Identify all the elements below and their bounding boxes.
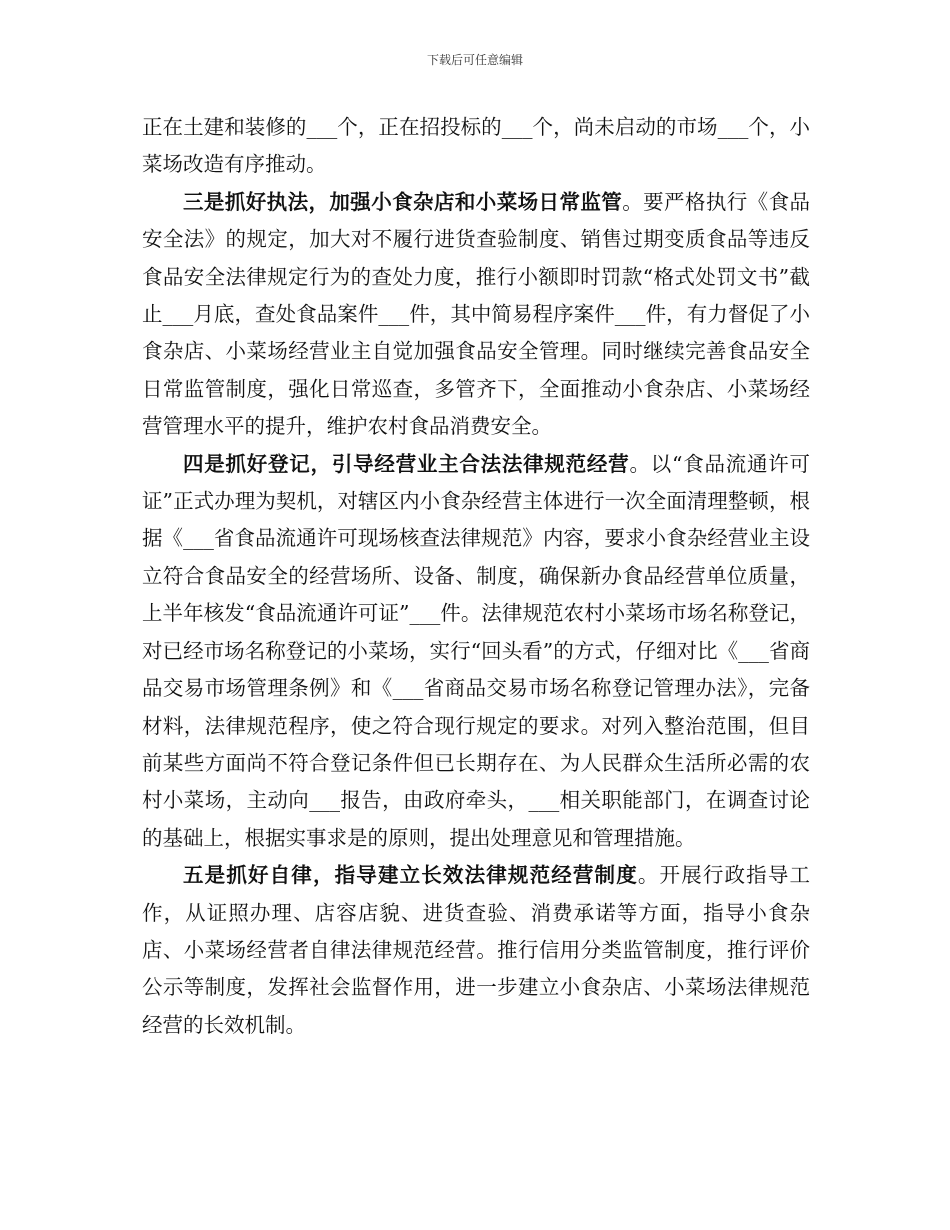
paragraph-2-text: 。要严格执行《食品安全法》的规定，加大对不履行进货查验制度、销售过期变质食品等违反食品安全法律规定行为的查处力度，推行小额即时罚款“格式处罚文书”截止___月底，查处食品案件___件，其中简易程序案件___件，有力督促了小食杂店、小菜场经营业主自觉加强食品安全管理。同时继续完善食品安全日常监管制度，强化日常巡查，多管齐下，全面推动小食杂店、小菜场经营管理水平的提升，维护农村食品消费安全。 bbox=[142, 189, 811, 439]
paragraph-3 bbox=[142, 446, 810, 857]
paragraph-2-heading: 三是抓好执法，加强小食杂店和小菜场日常监管 bbox=[183, 189, 623, 214]
paragraph-3-heading: 四是抓好登记，引导经营业主合法法律规范经营 bbox=[183, 451, 630, 476]
paragraph-1 bbox=[142, 109, 810, 184]
paragraph-4-text: 。开展行政指导工作，从证照办理、店容店貌、进货查验、消费承诺等方面，指导小食杂店、小菜场经营者自律法律规范经营。推行信用分类监管制度，推行评价公示等制度，发挥社会监督作用，进一步建立小食杂店、小菜场法律规范经营的长效机制。 bbox=[142, 863, 810, 1037]
header-note: 下载后可任意编辑 bbox=[426, 53, 523, 67]
paragraph-2 bbox=[142, 184, 810, 446]
paragraph-4-heading: 五是抓好自律，指导建立长效法律规范经营制度 bbox=[183, 863, 638, 888]
paragraph-4 bbox=[142, 857, 810, 1044]
paragraph-3-text: 。以“食品流通许可证”正式办理为契机，对辖区内小食杂经营主体进行一次全面清理整顿，根据《___省食品流通许可现场核查法律规范》内容，要求小食杂经营业主设立符合食品安全的经营场所、设备、制度，确保新办食品经营单位质量，上半年核发“食品流通许可证”___件。法律规范农村小菜场市场名称登记，对已经市场名称登记的小菜场，实行“回头看”的方式，仔细对比《___省商品交易市场管理条例》和《___省商品交易市场名称登记管理办法》，完备材料，法律规范程序，使之符合现行规定的要求。对列入整治范围，但目前某些方面尚不符合登记条件但已长期存在、为人民群众生活所必需的农村小菜场，主动向___报告，由政府牵头，___相关职能部门，在调查讨论的基础上，根据实事求是的原则，提出处理意见和管理措施。 bbox=[142, 451, 811, 850]
document-body bbox=[142, 109, 810, 1044]
paragraph-1-text: 正在土建和装修的___个，正在招投标的___个，尚未启动的市场___个，小菜场改造有序推动。 bbox=[142, 115, 810, 177]
